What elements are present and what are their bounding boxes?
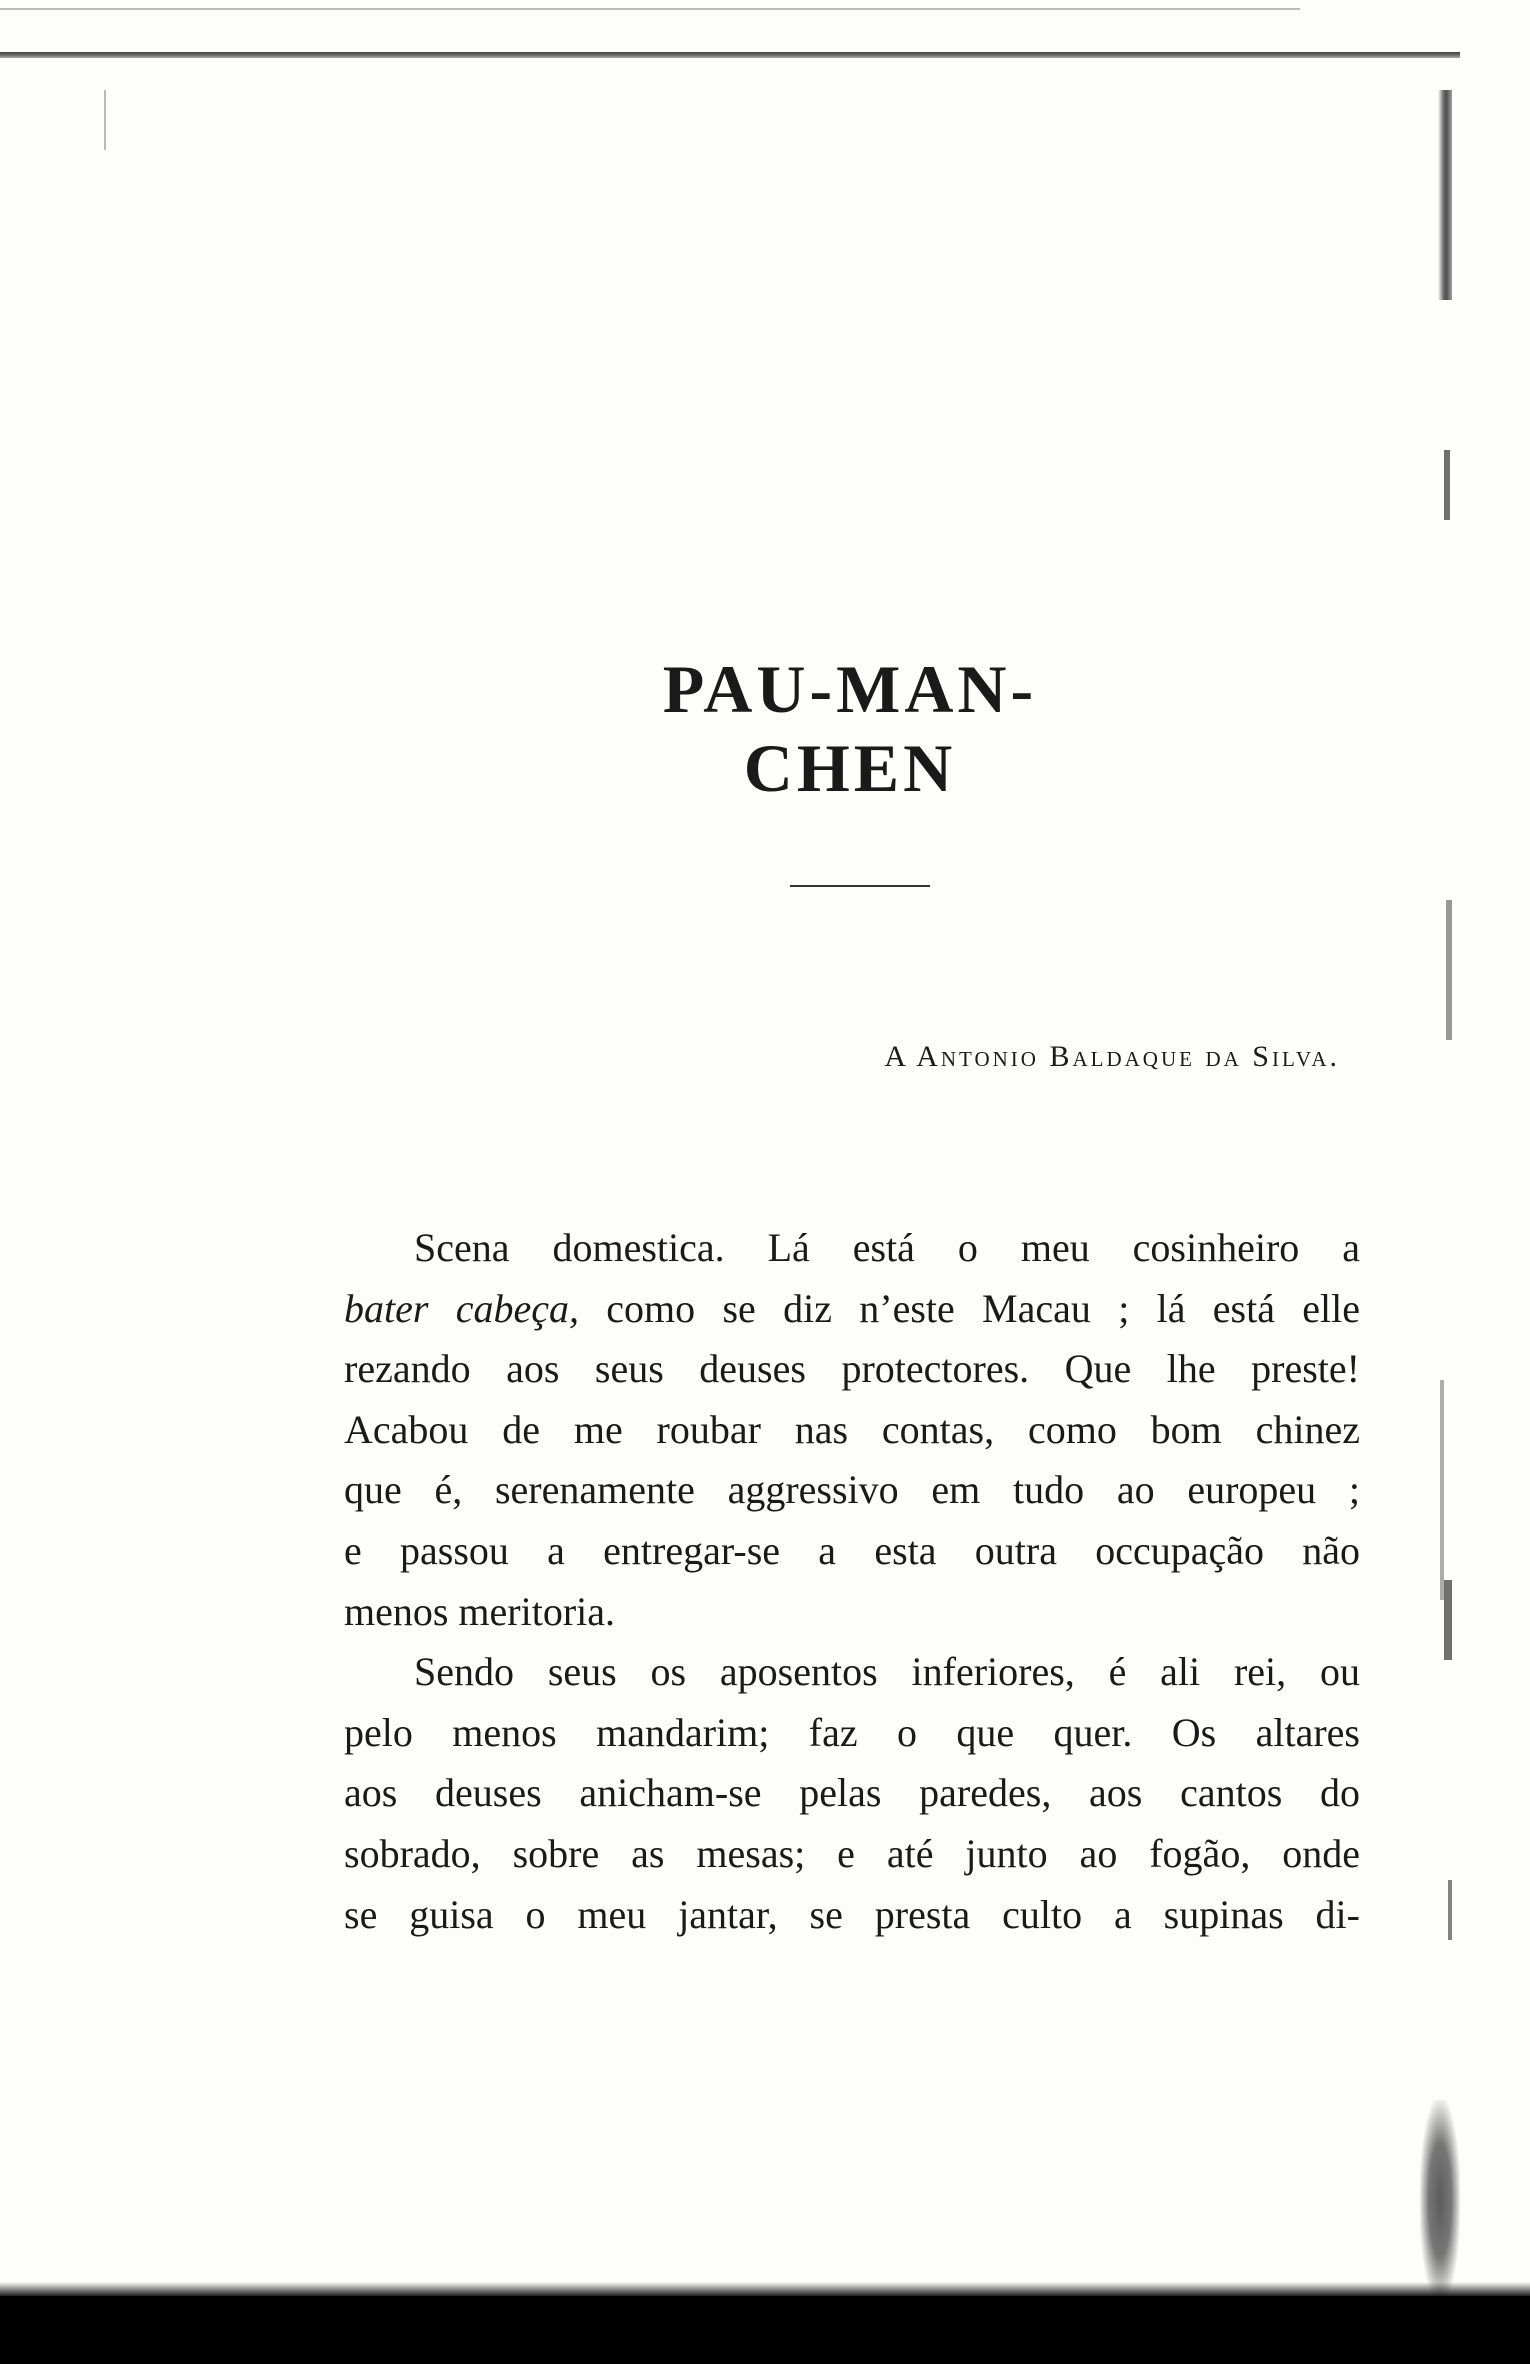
scan-artifact-right-smudge	[1420, 2100, 1460, 2300]
scan-artifact-right-mark	[1446, 900, 1452, 1040]
scan-artifact-bottom-band	[0, 2296, 1530, 2364]
scan-artifact-left-edge	[104, 90, 106, 150]
text-run: se guisa o meu jantar, se presta culto a supinas di-	[344, 1891, 1360, 1937]
text-run: rezando aos seus deuses protectores. Que lhe preste!	[344, 1346, 1360, 1392]
italic-phrase: bater cabeça,	[344, 1285, 579, 1331]
scan-artifact-right-mark	[1440, 1380, 1444, 1600]
text-run: Scena domestica. Lá está o meu cosinheiro a	[414, 1225, 1360, 1270]
text-line	[344, 1885, 1360, 1946]
scan-artifact-right-mark	[1448, 1880, 1452, 1940]
text-line	[344, 1521, 1360, 1582]
text-run: que é, serenamente aggressivo em tudo ao europeu ;	[344, 1467, 1360, 1513]
scan-artifact-top-rule	[0, 52, 1460, 58]
scan-artifact-right-mark	[1444, 1580, 1452, 1660]
scan-artifact-right-edge	[1438, 90, 1452, 300]
paragraph	[344, 1642, 1360, 1945]
text-run: pelo menos mandarim; faz o que quer. Os altares	[344, 1709, 1360, 1755]
text-line	[344, 1279, 1360, 1340]
text-line	[344, 1218, 1360, 1279]
text-line	[344, 1460, 1360, 1521]
scan-artifact-right-mark	[1444, 450, 1450, 520]
text-run: Sendo seus os aposentos inferiores, é ali rei, ou	[414, 1649, 1360, 1695]
text-line	[344, 1400, 1360, 1461]
dedication: A Antonio Baldaque da Silva.	[884, 1040, 1340, 1073]
text-line	[344, 1763, 1360, 1824]
text-line	[344, 1339, 1360, 1400]
scan-artifact-top-thin	[0, 8, 1300, 10]
text-run: aos deuses anicham-se pelas paredes, aos cantos do	[344, 1770, 1360, 1816]
chapter-title: PAU-MAN-CHEN	[662, 651, 1038, 806]
text-run: e passou a entregar-se a esta outra occupação não	[344, 1527, 1360, 1573]
text-run: sobrado, sobre as mesas; e até junto ao fogão, onde	[344, 1830, 1360, 1876]
body-text	[344, 1218, 1360, 1945]
text-line	[344, 1582, 1360, 1643]
text-run: Acabou de me roubar nas contas, como bom chinez	[344, 1406, 1360, 1452]
paragraph	[344, 1218, 1360, 1642]
text-line	[344, 1703, 1360, 1764]
text-line	[344, 1642, 1360, 1703]
title-divider	[790, 885, 930, 887]
text-run: como se diz n’este Macau ; lá está elle	[579, 1285, 1360, 1331]
text-run: menos meritoria.	[344, 1588, 616, 1634]
text-line	[344, 1824, 1360, 1885]
